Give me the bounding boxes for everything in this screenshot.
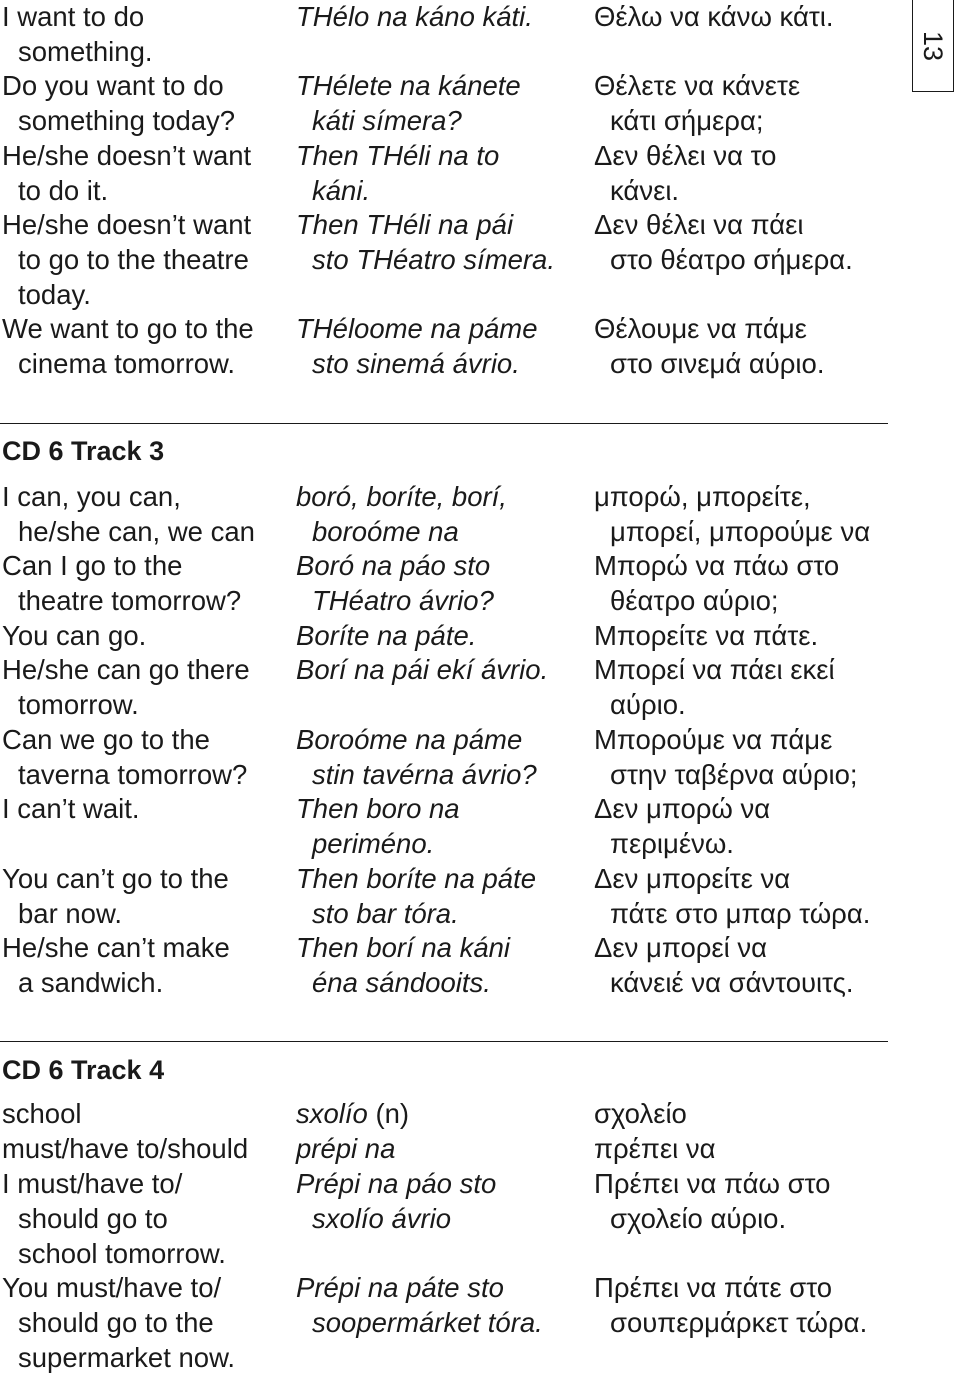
text-line: school — [2, 1098, 82, 1129]
text-line: tomorrow. — [18, 688, 139, 720]
text-line: σουπερμάρκετ τώρα. — [610, 1306, 868, 1338]
text-line: Can we go to the — [2, 724, 210, 755]
text-line: Prépi na páte sto — [296, 1272, 504, 1303]
text-line: káti símera? — [312, 104, 462, 136]
text-line: θέατρο αύριο; — [610, 584, 779, 616]
greek-text — [594, 1097, 900, 1132]
english-text — [2, 0, 288, 70]
text-line: στην ταβέρνα αύριο; — [610, 758, 858, 790]
text-line: boroóme na — [312, 515, 459, 547]
greek-text — [594, 312, 900, 382]
text-line: supermarket now. — [18, 1341, 236, 1373]
text-line: Δεν μπορεί να — [594, 932, 768, 963]
greek-text — [594, 1271, 900, 1341]
transliteration-text — [296, 862, 586, 932]
greek-text — [594, 931, 900, 1001]
text-line: I can, you can, — [2, 481, 181, 512]
text-line: THéloome na páme — [296, 313, 538, 344]
transliteration-text — [296, 1132, 586, 1167]
greek-text — [594, 208, 900, 278]
text-line: something today? — [18, 104, 236, 136]
text-line: He/she can go there — [2, 654, 250, 685]
greek-text — [594, 862, 900, 932]
section-divider — [0, 423, 888, 424]
greek-text — [594, 1132, 900, 1167]
text-line: Then THéli na to — [296, 140, 500, 171]
transliteration-text — [296, 619, 586, 654]
text-line: σχολείο αύριο. — [610, 1202, 787, 1234]
text-line: Πρέπει να πάω στο — [594, 1168, 831, 1199]
text-line: today. — [18, 278, 91, 310]
english-text — [2, 1271, 288, 1375]
english-text — [2, 653, 288, 723]
text-line: soopermárket tóra. — [312, 1306, 543, 1338]
greek-text — [594, 653, 900, 723]
text-line: Μπορείτε να πάτε. — [594, 620, 819, 651]
transliteration-text — [296, 1271, 586, 1341]
text-line: THélete na kánete — [296, 70, 521, 101]
text-line: I want to do — [2, 1, 145, 32]
text-line: Μπορώ να πάω στο — [594, 550, 840, 581]
text-line: stin tavérna ávrio? — [312, 758, 537, 790]
text-line: must/have to/should — [2, 1133, 249, 1164]
transliteration-text — [296, 0, 586, 35]
page-number: 13 — [918, 30, 948, 62]
text-line: στο σινεμά αύριο. — [610, 347, 825, 379]
text-line: Boríte na páte. — [296, 620, 477, 651]
text-line: αύριο. — [610, 688, 686, 720]
greek-text — [594, 139, 900, 209]
text-line: Boroóme na páme — [296, 724, 523, 755]
text-line: THélo na káno káti. — [296, 1, 533, 32]
text-line: I can’t wait. — [2, 793, 140, 824]
transliteration-text — [296, 653, 586, 688]
text-line: Θέλετε να κάνετε — [594, 70, 801, 101]
text-line: πάτε στο μπαρ τώρα. — [610, 897, 871, 929]
text-line: Then THéli na pái — [296, 209, 514, 240]
english-text — [2, 208, 288, 312]
text-line: to go to the theatre — [18, 243, 249, 275]
english-text — [2, 723, 288, 793]
text-line: he/she can, we can — [18, 515, 255, 547]
greek-text — [594, 792, 900, 862]
text-line: You can go. — [2, 620, 147, 651]
text-line: Prépi na páo sto — [296, 1168, 497, 1199]
text-line: Δεν θέλει να το — [594, 140, 777, 171]
transliteration-text — [296, 931, 586, 1001]
text-line: school tomorrow. — [18, 1237, 226, 1269]
transliteration-text — [296, 1167, 586, 1237]
text-line: boró, boríte, borí, — [296, 481, 507, 512]
text-line: μπορώ, μπορείτε, — [594, 481, 811, 512]
text-line: κάνει. — [610, 174, 680, 206]
text-line: Δεν θέλει να πάει — [594, 209, 804, 240]
text-line: κάτι σήμερα; — [610, 104, 764, 136]
english-text — [2, 312, 288, 382]
text-line: THéatro ávrio? — [312, 584, 494, 616]
greek-text — [594, 723, 900, 793]
english-text — [2, 862, 288, 932]
text-line: Δεν μπορείτε να — [594, 863, 791, 894]
text-line: Θέλουμε να πάμε — [594, 313, 807, 344]
text-line: sto sinemá ávrio. — [312, 347, 520, 379]
text-line: sto THéatro símera. — [312, 243, 555, 275]
text-line: He/she can’t make — [2, 932, 230, 963]
text-line: Can I go to the — [2, 550, 183, 581]
text-line: Πρέπει να πάτε στο — [594, 1272, 833, 1303]
text-line: μπορεί, μπορούμε να — [610, 515, 871, 547]
text-line: περιμένω. — [610, 827, 734, 859]
text-line: He/she doesn’t want — [2, 140, 252, 171]
text-line: sxolío ávrio — [312, 1202, 452, 1234]
text-line — [296, 1097, 586, 1132]
text-line: something. — [18, 35, 153, 67]
text-line: Θέλω να κάνω κάτι. — [594, 1, 834, 32]
page-number-tab — [912, 0, 954, 92]
text-line: sto bar tóra. — [312, 897, 459, 929]
greek-text — [594, 1167, 900, 1237]
section-divider — [0, 1041, 888, 1042]
text-line: periméno. — [312, 827, 435, 859]
english-text — [2, 931, 288, 1001]
english-text — [2, 480, 288, 550]
text-line: theatre tomorrow? — [18, 584, 242, 616]
text-line: We want to go to the — [2, 313, 254, 344]
text-line: You can’t go to the — [2, 863, 229, 894]
transliteration-text — [296, 723, 586, 793]
english-text — [2, 1167, 288, 1271]
english-text — [2, 1132, 288, 1167]
text-line: He/she doesn’t want — [2, 209, 252, 240]
text-line: σχολείο — [594, 1098, 687, 1129]
text-line: prépi na — [296, 1133, 396, 1164]
text-line: cinema tomorrow. — [18, 347, 236, 379]
text-line: should go to — [18, 1202, 168, 1234]
greek-text — [594, 69, 900, 139]
text-line: Then borí na káni — [296, 932, 511, 963]
english-text — [2, 549, 288, 619]
text-line: στο θέατρο σήμερα. — [610, 243, 853, 275]
text-line: Δεν μπορώ να — [594, 793, 771, 824]
section-heading: CD 6 Track 3 — [2, 436, 165, 466]
english-text — [2, 619, 288, 654]
greek-text — [594, 619, 900, 654]
text-line: taverna tomorrow? — [18, 758, 248, 790]
text-line: to do it. — [18, 174, 109, 206]
text-line: I must/have to/ — [2, 1168, 183, 1199]
text-line: Then boro na — [296, 793, 460, 824]
text-line: a sandwich. — [18, 966, 164, 998]
text-line: Then boríte na páte — [296, 863, 537, 894]
text-line-main: sxolío — [296, 1098, 368, 1129]
greek-text — [594, 0, 900, 35]
text-line: bar now. — [18, 897, 122, 929]
english-text — [2, 139, 288, 209]
english-text — [2, 69, 288, 139]
transliteration-text — [296, 139, 586, 209]
text-line: Do you want to do — [2, 70, 224, 101]
english-text — [2, 792, 288, 827]
transliteration-text — [296, 1097, 586, 1132]
transliteration-text — [296, 208, 586, 278]
text-line: κάνειέ να σάντουιτς. — [610, 966, 854, 998]
text-line: πρέπει να — [594, 1133, 716, 1164]
greek-text — [594, 480, 900, 550]
text-line: éna sándooits. — [312, 966, 491, 998]
transliteration-text — [296, 792, 586, 862]
text-line: káni. — [312, 174, 371, 206]
text-line: Μπορούμε να πάμε — [594, 724, 833, 755]
text-line: should go to the — [18, 1306, 214, 1338]
transliteration-text — [296, 549, 586, 619]
gender-note: (n) — [367, 1098, 410, 1129]
text-line: You must/have to/ — [2, 1272, 222, 1303]
text-line: Borí na pái ekí ávrio. — [296, 654, 549, 685]
greek-text — [594, 549, 900, 619]
transliteration-text — [296, 312, 586, 382]
transliteration-text — [296, 480, 586, 550]
text-line: Μπορεί να πάει εκεί — [594, 654, 835, 685]
section-heading: CD 6 Track 4 — [2, 1055, 165, 1085]
transliteration-text — [296, 69, 586, 139]
text-line: Boró na páo sto — [296, 550, 491, 581]
english-text — [2, 1097, 288, 1132]
